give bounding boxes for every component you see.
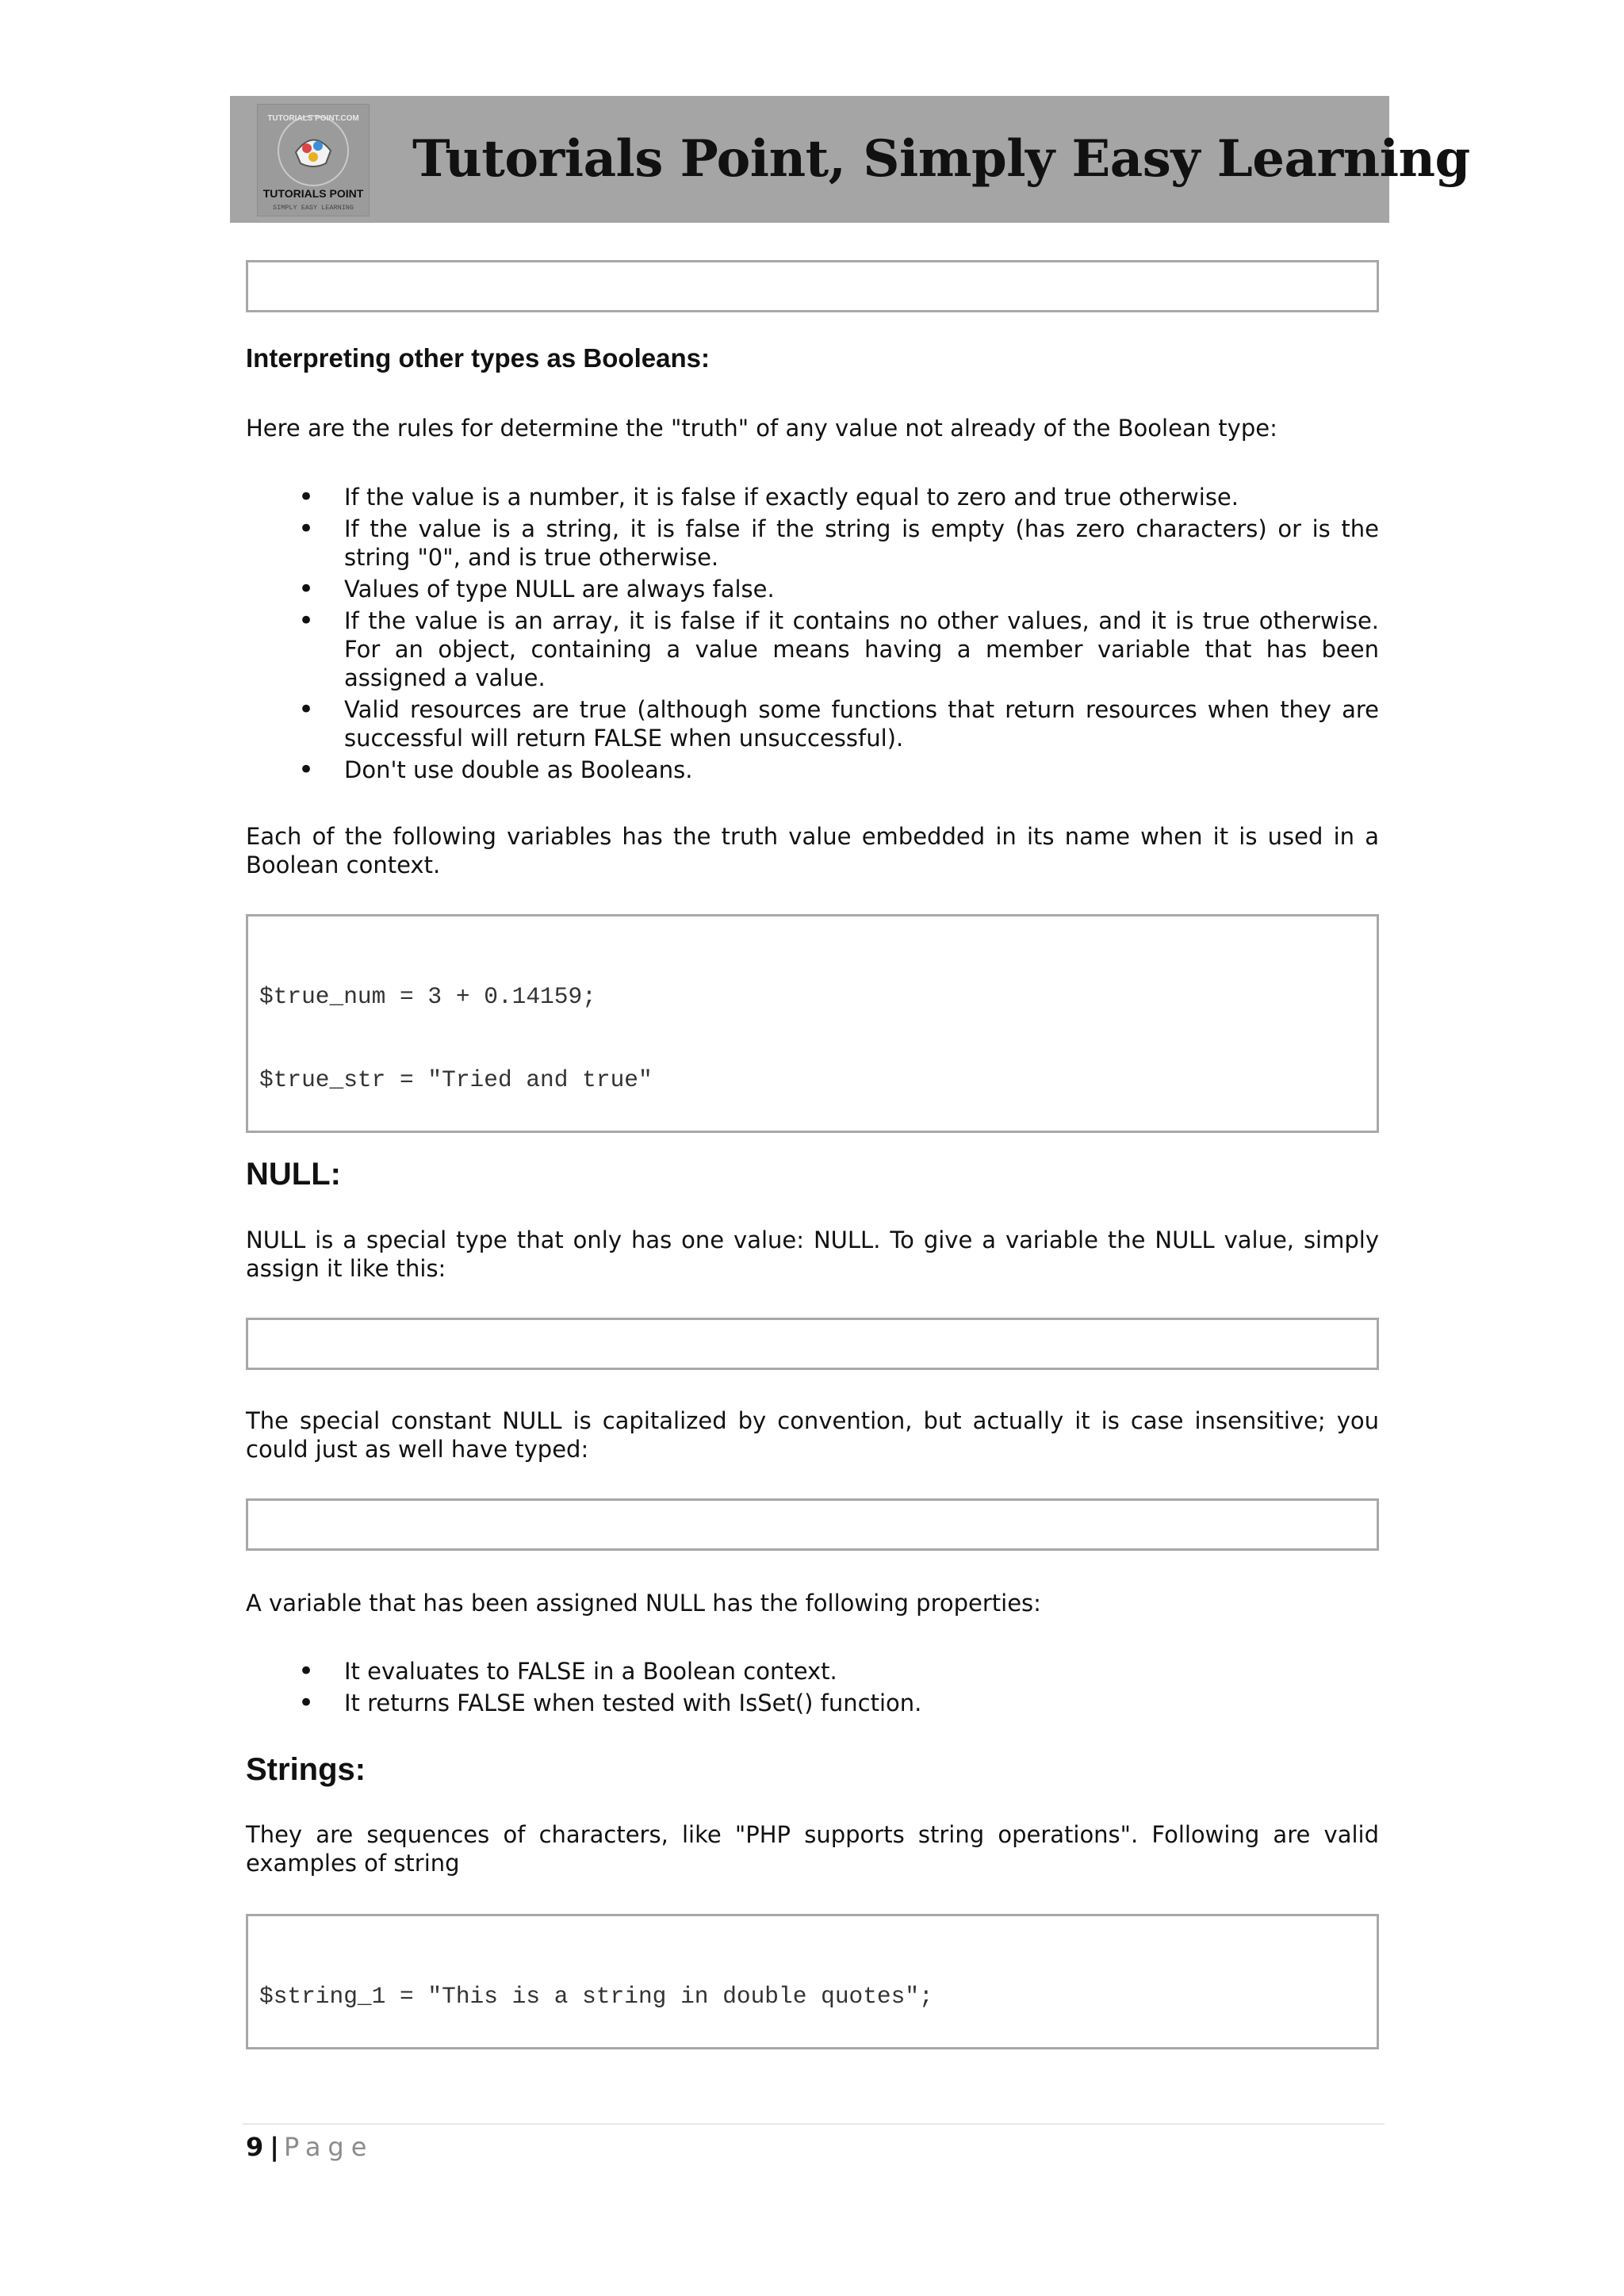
paragraph-null-intro: NULL is a special type that only has one value: NULL. To give a variable the NULL value, simply assign it like this: xyxy=(246,1226,1379,1282)
null-properties-list xyxy=(246,1657,1379,1717)
content-area xyxy=(246,260,1379,2049)
paragraph-null-properties-intro: A variable that has been assigned NULL has the following properties: xyxy=(246,1590,1041,1617)
code-block-print xyxy=(246,260,1379,312)
bullet-icon: • xyxy=(298,1655,315,1687)
logo-text-main: TUTORIALS POINT xyxy=(262,187,364,200)
code-block-strings xyxy=(246,1914,1379,2049)
list-item: • Valid resources are true (although some functions that return resources when they are successful will return FALSE when unsuccessful). xyxy=(298,694,1379,752)
list-item: • Values of type NULL are always false. xyxy=(298,573,775,605)
code-line: $true_num = 3 + 0.14159; xyxy=(259,983,596,1010)
heading-strings: Strings: xyxy=(246,1752,366,1787)
list-item: • Don't use double as Booleans. xyxy=(298,754,693,786)
page-number: 9 xyxy=(246,2132,264,2162)
bullet-icon: • xyxy=(298,573,315,605)
code-block-null-upper xyxy=(246,1318,1379,1370)
bullet-icon: • xyxy=(298,481,315,513)
bullet-icon: • xyxy=(298,694,315,725)
page-title: Tutorials Point, Simply Easy Learning xyxy=(412,129,1470,189)
logo-graphic xyxy=(258,105,369,216)
list-item: • If the value is a number, it is false if exactly equal to zero and true otherwise. xyxy=(298,481,1239,513)
bullet-icon: • xyxy=(298,1687,315,1719)
bullet-icon: • xyxy=(298,513,315,545)
tutorials-point-logo xyxy=(257,104,370,216)
code-line: $string_1 = "This is a string in double quotes"; xyxy=(259,1983,933,2010)
page-footer xyxy=(246,2131,373,2163)
paragraph-rules-intro: Here are the rules for determine the "truth" of any value not already of the Boolean type: xyxy=(246,415,1277,442)
paragraph-null-case: The special constant NULL is capitalized by convention, but actually it is case insensitive; you could just as well have typed: xyxy=(246,1407,1379,1463)
bullet-icon: • xyxy=(298,605,315,637)
footer-separator: | xyxy=(270,2132,279,2162)
heading-null: NULL: xyxy=(246,1157,341,1192)
subheading-interpreting-booleans: Interpreting other types as Booleans: xyxy=(246,343,710,373)
code-line: $true_str = "Tried and true" xyxy=(259,1066,653,1093)
logo-text-sub: SIMPLY EASY LEARNING xyxy=(272,204,354,212)
paragraph-truth-variables: Each of the following variables has the truth value embedded in its name when it is used in a Boolean context. xyxy=(246,823,1379,878)
page-label: Page xyxy=(283,2132,374,2162)
code-block-null-lower xyxy=(246,1498,1379,1551)
list-item: • If the value is a string, it is false if the string is empty (has zero characters) or is the string "0", and is true otherwise. xyxy=(298,513,1379,571)
list-item: • It evaluates to FALSE in a Boolean context. xyxy=(298,1655,837,1687)
paragraph-strings-intro: They are sequences of characters, like "PHP supports string operations". Following are valid examples of string xyxy=(246,1821,1379,1877)
logo-text-top: TUTORIALS POINT.COM xyxy=(267,114,359,123)
code-block-truth-values xyxy=(246,914,1379,1133)
footer-divider xyxy=(243,2123,1385,2125)
bullet-icon: • xyxy=(298,754,315,786)
page-header xyxy=(230,96,1470,223)
list-item: • If the value is an array, it is false if it contains no other values, and it is true otherwise. For an object, containing a value means having a member variable that has been assigned a value. xyxy=(298,605,1379,691)
boolean-rules-list xyxy=(246,483,1379,784)
list-item: • It returns FALSE when tested with IsSet() function. xyxy=(298,1687,922,1719)
